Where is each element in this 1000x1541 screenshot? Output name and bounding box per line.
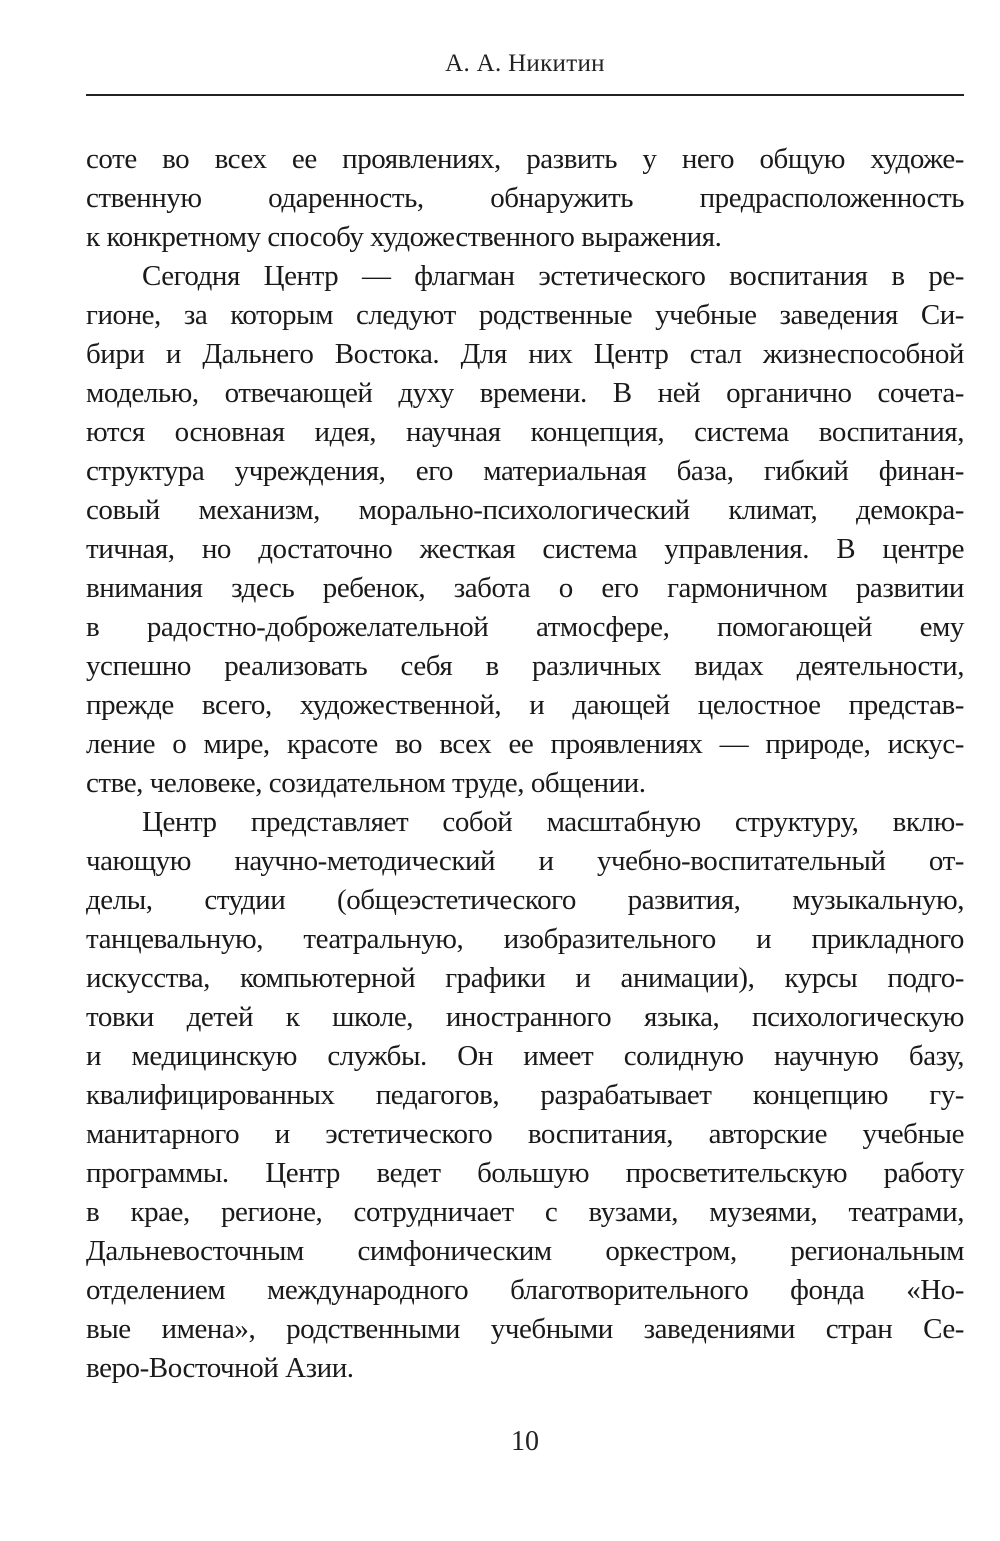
- text-line: в радостно-доброжелательной атмосфере, помогающей ему: [86, 611, 964, 643]
- text-line: ление о мире, красоте во всех ее проявлениях — природе, искус-: [86, 728, 964, 760]
- body-text: [86, 140, 964, 1388]
- text-line: искусства, компьютерной графики и анимации), курсы подго-: [86, 962, 964, 994]
- text-line: ственную одаренность, обнаружить предрасположенность: [86, 182, 964, 214]
- text-line: делы, студии (общеэстетического развития, музыкальную,: [86, 884, 964, 916]
- text-line: тичная, но достаточно жесткая система управления. В центре: [86, 533, 964, 565]
- text-line: внимания здесь ребенок, забота о его гармоничном развитии: [86, 572, 964, 604]
- text-line: успешно реализовать себя в различных видах деятельности,: [86, 650, 964, 682]
- text-line: бири и Дальнего Востока. Для них Центр стал жизнеспособной: [86, 338, 964, 370]
- text-line: к конкретному способу художественного выражения.: [86, 221, 722, 253]
- text-line: совый механизм, морально-психологический климат, демокра-: [86, 494, 964, 526]
- text-line: Сегодня Центр — флагман эстетического воспитания в ре-: [142, 260, 964, 292]
- text-line: гионе, за которым следуют родственные учебные заведения Си-: [86, 299, 964, 331]
- text-line: танцевальную, театральную, изобразительного и прикладного: [86, 923, 964, 955]
- text-line: и медицинскую службы. Он имеет солидную научную базу,: [86, 1040, 964, 1072]
- text-line: вые имена», родственными учебными заведениями стран Се-: [86, 1313, 964, 1345]
- header-rule: [86, 94, 964, 96]
- text-line: программы. Центр ведет большую просветительскую работу: [86, 1157, 964, 1189]
- text-line: структура учреждения, его материальная база, гибкий финан-: [86, 455, 964, 487]
- text-line: прежде всего, художественной, и дающей целостное представ-: [86, 689, 964, 721]
- paragraph-2: [86, 257, 964, 803]
- text-line: Дальневосточным симфоническим оркестром, региональным: [86, 1235, 964, 1267]
- text-line: товки детей к школе, иностранного языка, психологическую: [86, 1001, 964, 1033]
- paragraph-1: [86, 140, 964, 257]
- running-header: А. А. Никитин: [445, 50, 605, 77]
- page-number: 10: [511, 1426, 539, 1457]
- text-line: моделью, отвечающей духу времени. В ней органично сочета-: [86, 377, 964, 409]
- paragraph-3: [86, 803, 964, 1388]
- text-line: чающую научно-методический и учебно-воспитательный от-: [86, 845, 964, 877]
- text-line: ются основная идея, научная концепция, система воспитания,: [86, 416, 964, 448]
- text-line: соте во всех ее проявлениях, развить у него общую художе-: [86, 143, 964, 175]
- text-line: веро-Восточной Азии.: [86, 1352, 354, 1384]
- text-line: стве, человеке, созидательном труде, общении.: [86, 767, 646, 799]
- text-line: Центр представляет собой масштабную структуру, вклю-: [142, 806, 964, 838]
- text-line: квалифицированных педагогов, разрабатывает концепцию гу-: [86, 1079, 964, 1111]
- text-line: манитарного и эстетического воспитания, авторские учебные: [86, 1118, 964, 1150]
- text-line: в крае, регионе, сотрудничает с вузами, музеями, театрами,: [86, 1196, 964, 1228]
- text-line: отделением международного благотворительного фонда «Но-: [86, 1274, 964, 1306]
